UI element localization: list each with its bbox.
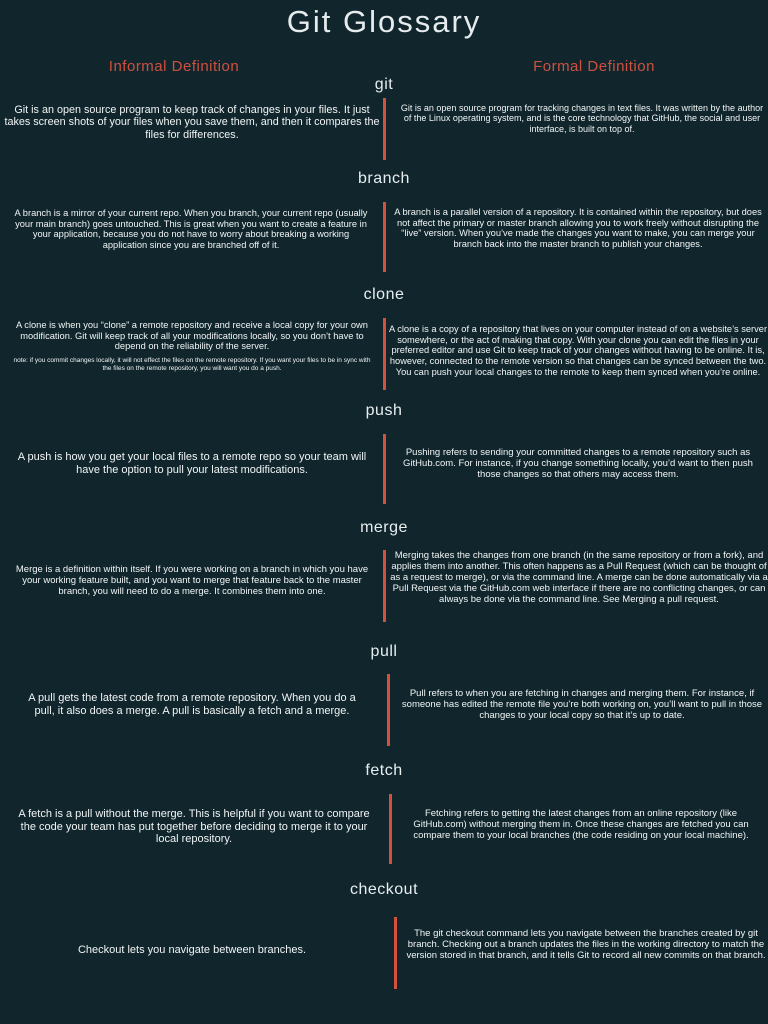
column-divider	[383, 202, 386, 272]
informal-definition: A push is how you get your local files to a remote repo so your team will have the option to pull your latest modifications.	[17, 451, 367, 476]
informal-definition: Git is an open source program to keep track of changes in your files. It just takes screen shots of your files when you save them, and then it compares the files for differences.	[4, 104, 380, 141]
formal-definition: Pull refers to when you are fetching in changes and merging them. For instance, if someone has edited the remote file you’re both working on, you’ll want to pull in those changes to your local copy so that it’s up to date.	[401, 688, 763, 721]
informal-definition: A clone is when you “clone” a remote repository and receive a local copy for your own modification. Git will keep track of all your modifications locally, so you don’t have to depend on the reliability of the server. note: if you commit changes locally, it will not effect the files on the remote repository. If you want your files to be in sync with the files on the remote repository, you will want you do a push.	[13, 320, 371, 372]
formal-definition: A clone is a copy of a repository that lives on your computer instead of on a website’s server somewhere, or the act of making that copy. With your clone you can edit the files in your preferred editor and use Git to keep track of your changes without having to be online. It is, however, connected to the remote version so that changes can be synced between the two. You can push your local changes to the remote to keep them synced when you’re online.	[388, 324, 768, 377]
informal-definition: Merge is a definition within itself. If you were working on a branch in which you have your working feature built, and you want to merge that feature back to the master branch, you will need to do a merge. It combines them into one.	[15, 564, 369, 597]
column-divider	[383, 98, 386, 160]
formal-definition: The git checkout command lets you navigate between the branches created by git branch. Checking out a branch updates the files in the working directory to match the version stored in that branch, and it tells Git to record all new commits on that branch.	[406, 928, 766, 961]
formal-definition: Git is an open source program for tracking changes in text files. It was written by the author of the Linux operating system, and is the core technology that GitHub, the social and user interface, is built on top of.	[400, 103, 764, 134]
column-divider	[383, 550, 386, 622]
term-heading: git	[374, 76, 394, 93]
page-title: Git Glossary	[286, 4, 482, 39]
informal-definition: Checkout lets you navigate between branches.	[77, 944, 307, 956]
informal-note: note: if you commit changes locally, it will not effect the files on the remote repository. If you want your files to be in sync with the files on the remote repository, you will want you do a push.	[13, 357, 371, 372]
formal-definition: A branch is a parallel version of a repository. It is contained within the repository, but does not affect the primary or master branch allowing you to work freely without disrupting the “live” version. When you’ve made the changes you want to make, you can merge your branch back into the master branch to publish your changes.	[394, 207, 762, 250]
formal-definition: Fetching refers to getting the latest changes from an online repository (like GitHub.com) without merging them in. Once these changes are fetched you can compare them to your local branches (the code residing on your local machine).	[413, 808, 749, 841]
term-heading: checkout	[349, 881, 419, 898]
term-heading: merge	[360, 519, 408, 536]
informal-definition: A fetch is a pull without the merge. This is helpful if you want to compare the code your team has put together before deciding to merge it to your local repository.	[18, 808, 370, 846]
column-divider	[383, 318, 386, 390]
column-divider	[387, 674, 390, 746]
column-divider	[383, 434, 386, 504]
term-heading: push	[365, 402, 403, 419]
term-heading: branch	[358, 170, 410, 187]
informal-definition: A branch is a mirror of your current repo. When you branch, your current repo (usually your main branch) goes untouched. This is great when you want to create a feature in your application, because you do not have to worry about breaking a working application since you are branched off of it.	[14, 208, 368, 251]
informal-definition: A pull gets the latest code from a remote repository. When you do a pull, it also does a merge. A pull is basically a fetch and a merge.	[28, 692, 356, 717]
term-heading: clone	[363, 286, 405, 303]
formal-definition: Pushing refers to sending your committed changes to a remote repository such as GitHub.com. For instance, if you change something locally, you’d want to then push those changes so that others may access them.	[403, 447, 753, 480]
column-divider	[389, 794, 392, 864]
formal-definition: Merging takes the changes from one branch (in the same repository or from a fork), and applies them into another. This often happens as a Pull Request (which can be thought of as a request to merge), or via the command line. A merge can be done automatically via a Pull Request via the GitHub.com web interface if there are no conflicting changes, or can always be done via the command line. See Merging a pull request.	[390, 550, 768, 605]
column-divider	[394, 917, 397, 989]
formal-definition-header: Formal Definition	[533, 58, 655, 75]
term-heading: fetch	[365, 762, 403, 779]
informal-definition-header: Informal Definition	[108, 58, 240, 75]
term-heading: pull	[370, 643, 398, 660]
